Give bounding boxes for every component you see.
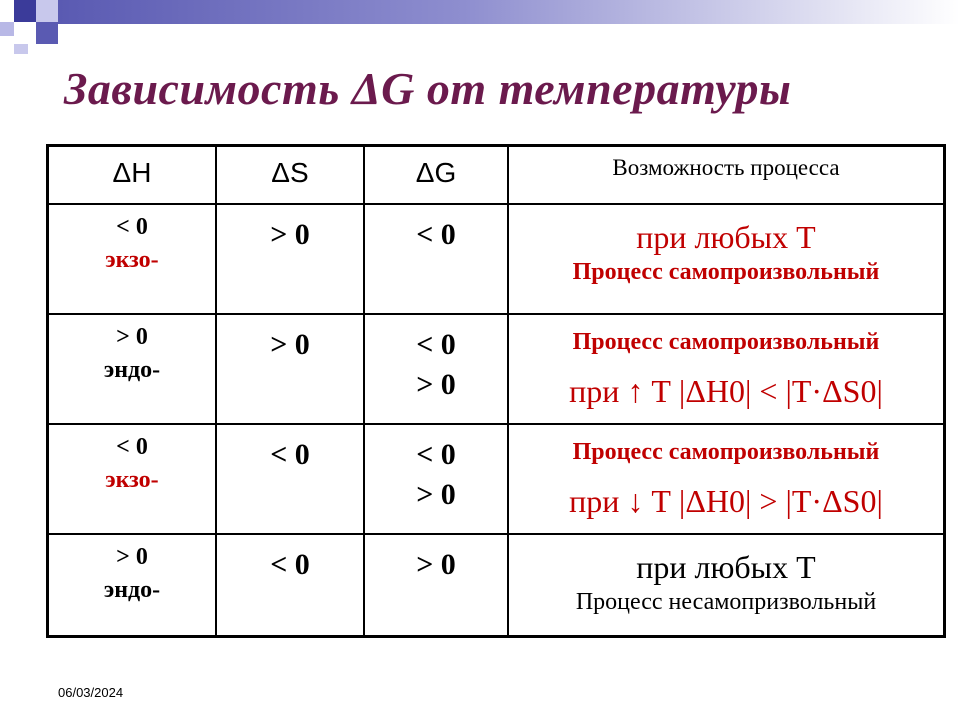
table-header-row bbox=[48, 146, 945, 205]
ds-value: > 0 bbox=[270, 218, 310, 251]
dg-cell bbox=[364, 204, 508, 314]
header-gradient-bar bbox=[58, 0, 960, 24]
header-dg: ΔG bbox=[364, 146, 508, 205]
header-dh: ΔH bbox=[48, 146, 217, 205]
dg-value: > 0 bbox=[416, 368, 456, 401]
table-row bbox=[48, 534, 945, 636]
dh-type: эндо- bbox=[103, 357, 161, 383]
ds-value: > 0 bbox=[270, 328, 310, 361]
ds-value: < 0 bbox=[270, 438, 310, 471]
possibility-cell bbox=[508, 314, 945, 424]
ds-cell bbox=[216, 424, 364, 534]
dg-value: > 0 bbox=[416, 478, 456, 511]
ds-cell bbox=[216, 204, 364, 314]
possibility-main: Процесс самопроизвольный bbox=[572, 439, 880, 465]
possibility-sub: Процесс несамопризвольный bbox=[575, 589, 877, 615]
possibility-cell bbox=[508, 204, 945, 314]
dh-type: экзо- bbox=[105, 247, 159, 273]
possibility-sub: Процесс самопроизвольный bbox=[572, 259, 880, 285]
possibility-sub: при ↓ Т |ΔH0| > |T·ΔS0| bbox=[569, 483, 883, 519]
dh-value: > 0 bbox=[116, 544, 148, 570]
possibility-sub: при ↑ Т |ΔH0| < |T·ΔS0| bbox=[569, 373, 883, 409]
thermo-table bbox=[46, 144, 946, 638]
page-title: Зависимость ΔG от температуры bbox=[64, 63, 792, 114]
possibility-cell bbox=[508, 534, 945, 636]
dh-cell bbox=[48, 424, 217, 534]
ds-value: < 0 bbox=[270, 548, 310, 581]
table-row bbox=[48, 204, 945, 314]
footer-date: 06/03/2024 bbox=[58, 685, 124, 700]
dh-type: экзо- bbox=[105, 467, 159, 493]
ds-cell bbox=[216, 534, 364, 636]
dg-cell bbox=[364, 424, 508, 534]
dg-cell bbox=[364, 534, 508, 636]
header-ds: ΔS bbox=[216, 146, 364, 205]
dh-type: эндо- bbox=[103, 577, 161, 603]
possibility-main: при любых Т bbox=[636, 219, 816, 255]
dg-value: < 0 bbox=[416, 328, 456, 361]
dh-cell bbox=[48, 204, 217, 314]
dg-cell bbox=[364, 314, 508, 424]
header-possibility: Возможность процесса bbox=[508, 146, 945, 205]
dg-value: < 0 bbox=[416, 438, 456, 471]
dh-value: < 0 bbox=[116, 214, 148, 240]
dh-value: < 0 bbox=[116, 434, 148, 460]
table-row bbox=[48, 424, 945, 534]
ds-cell bbox=[216, 314, 364, 424]
dh-cell bbox=[48, 534, 217, 636]
dh-cell bbox=[48, 314, 217, 424]
possibility-main: Процесс самопроизвольный bbox=[572, 329, 880, 355]
possibility-main: при любых Т bbox=[636, 549, 816, 585]
table-row bbox=[48, 314, 945, 424]
dg-value: < 0 bbox=[416, 218, 456, 251]
dh-value: > 0 bbox=[116, 324, 148, 350]
dg-value: > 0 bbox=[416, 548, 456, 581]
possibility-cell bbox=[508, 424, 945, 534]
